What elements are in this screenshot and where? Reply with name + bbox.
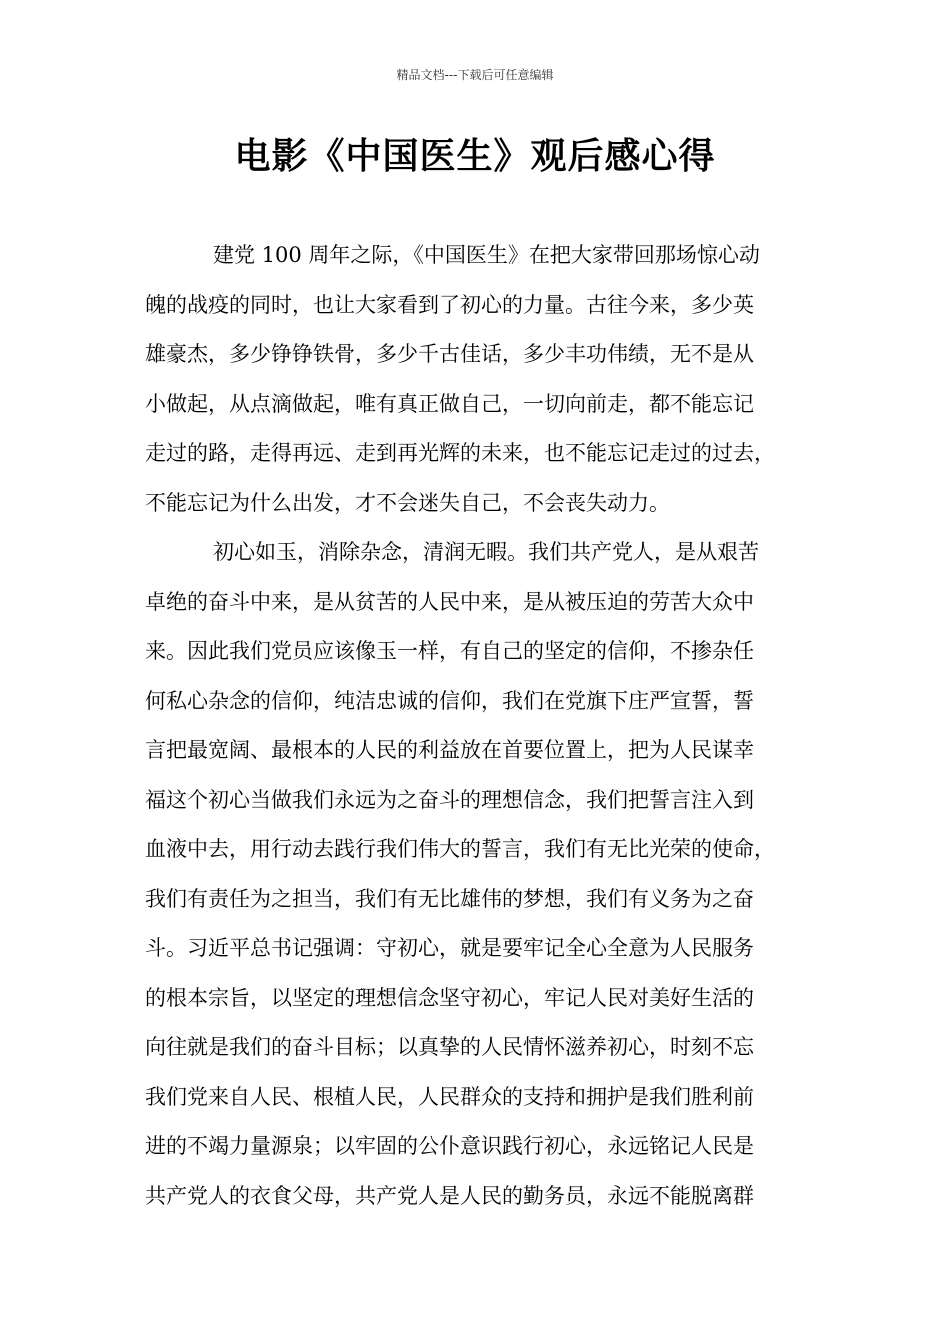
text-line: 建党 100 周年之际，《中国医生》在把大家带回那场惊心动 (213, 243, 760, 267)
text-line: 血液中去，用行动去践行我们伟大的誓言，我们有无比光荣的使命， (145, 837, 775, 861)
page-header: 精品文档---下载后可任意编辑 (396, 68, 554, 82)
text-line: 言把最宽阔、最根本的人民的利益放在首要位置上，把为人民谋幸 (145, 738, 754, 762)
text-line: 福这个初心当做我们永远为之奋斗的理想信念，我们把誓言注入到 (145, 787, 754, 812)
text-line: 的根本宗旨，以坚定的理想信念坚守初心，牢记人民对美好生活的 (145, 985, 754, 1010)
paragraph-2 (145, 528, 827, 1221)
text-line: 进的不竭力量源泉；以牢固的公仆意识践行初心，永远铭记人民是 (145, 1134, 754, 1158)
text-line: 来。因此我们党员应该像玉一样，有自己的坚定的信仰，不掺杂任 (145, 639, 754, 663)
text-line: 共产党人的衣食父母，共产党人是人民的勤务员，永远不能脱离群 (145, 1183, 754, 1208)
text-line: 初心如玉，消除杂念，清润无暇。我们共产党人，是从艰苦 (213, 540, 759, 564)
text-line: 斗。习近平总书记强调：守初心，就是要牢记全心全意为人民服务 (145, 936, 754, 960)
text-line: 不能忘记为什么出发，才不会迷失自己，不会丧失动力。 (145, 490, 670, 515)
document-title: 电影《中国医生》观后感心得 (234, 136, 716, 177)
paragraph-1 (145, 231, 827, 528)
document-body (145, 231, 827, 1221)
text-line: 魄的战疫的同时，也让大家看到了初心的力量。古往今来，多少英 (145, 292, 754, 317)
text-line: 小做起，从点滴做起，唯有真正做自己，一切向前走，都不能忘记 (145, 391, 754, 416)
text-line: 雄豪杰，多少铮铮铁骨，多少千古佳话，多少丰功伟绩，无不是从 (145, 342, 754, 366)
text-line: 何私心杂念的信仰，纯洁忠诚的信仰，我们在党旗下庄严宣誓，誓 (145, 688, 754, 713)
text-line: 我们党来自人民、根植人民，人民群众的支持和拥护是我们胜利前 (145, 1084, 754, 1109)
text-line: 向往就是我们的奋斗目标；以真挚的人民情怀滋养初心，时刻不忘 (145, 1035, 754, 1059)
text-line: 卓绝的奋斗中来，是从贫苦的人民中来，是从被压迫的劳苦大众中 (145, 589, 754, 614)
text-line: 走过的路，走得再远、走到再光辉的未来，也不能忘记走过的过去， (145, 441, 775, 465)
text-line: 我们有责任为之担当，我们有无比雄伟的梦想，我们有义务为之奋 (145, 886, 754, 911)
